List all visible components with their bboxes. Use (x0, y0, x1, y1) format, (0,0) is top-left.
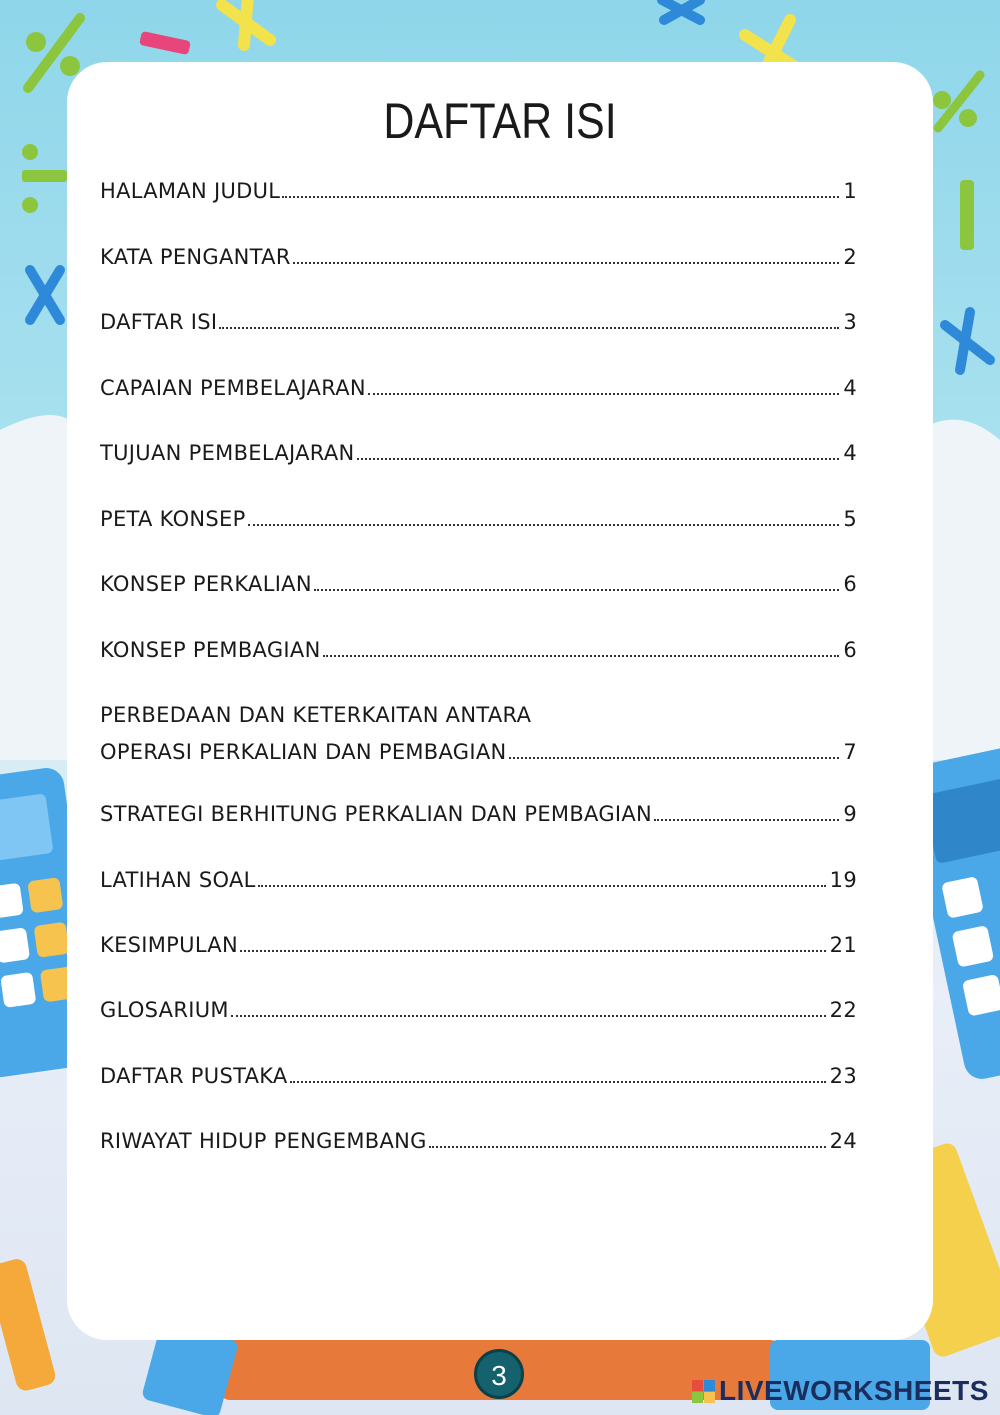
toc-entry-label: RIWAYAT HIDUP PENGEMBANG (100, 1129, 427, 1153)
dot-leader (357, 457, 840, 460)
toc-entry[interactable] (100, 638, 857, 662)
toc-entry-label-line1: PERBEDAAN DAN KETERKAITAN ANTARA (100, 703, 532, 727)
dot-leader (509, 756, 840, 759)
toc-entry[interactable] (100, 310, 857, 334)
dot-leader (368, 392, 839, 395)
toc-entry[interactable] (100, 868, 857, 892)
toc-entry-page: 19 (829, 868, 857, 892)
toc-entry-page: 1 (843, 179, 857, 203)
toc-entry[interactable] (100, 933, 857, 957)
toc-entry[interactable] (100, 998, 857, 1022)
dot-leader (654, 818, 839, 821)
dot-leader (282, 195, 839, 198)
toc-entry-label: GLOSARIUM (100, 998, 229, 1022)
toc-entry-label: OPERASI PERKALIAN DAN PEMBAGIAN (100, 740, 507, 764)
toc-entry-label: HALAMAN JUDUL (100, 179, 281, 203)
toc-entry-page: 7 (843, 740, 857, 764)
dot-leader (231, 1014, 826, 1017)
toc-entry-label: DAFTAR ISI (100, 310, 218, 334)
toc-entry-label: KATA PENGANTAR (100, 245, 291, 269)
toc-entry-label: KONSEP PEMBAGIAN (100, 638, 321, 662)
toc-entry-label: DAFTAR PUSTAKA (100, 1064, 288, 1088)
toc-entry-page: 2 (843, 245, 857, 269)
toc-entry[interactable] (100, 572, 857, 596)
dot-leader (429, 1145, 826, 1148)
toc-entry-page: 21 (829, 933, 857, 957)
page-title: DAFTAR ISI (383, 93, 617, 149)
toc-entry-label: KONSEP PERKALIAN (100, 572, 312, 596)
toc-entry-label: STRATEGI BERHITUNG PERKALIAN DAN PEMBAGIAN (100, 802, 653, 826)
toc-entry-label: PETA KONSEP (100, 507, 246, 531)
toc-entry-page: 3 (843, 310, 857, 334)
toc-entry-page: 6 (843, 572, 857, 596)
toc-entry-page: 24 (829, 1129, 857, 1153)
toc-entry-label: KESIMPULAN (100, 933, 238, 957)
toc-entry[interactable] (100, 179, 857, 203)
dot-leader (290, 1080, 826, 1083)
toc-entry[interactable] (100, 802, 857, 826)
toc-entry-page: 4 (843, 376, 857, 400)
dot-leader (293, 261, 840, 264)
toc-entry[interactable] (100, 245, 857, 269)
dot-leader (258, 884, 826, 887)
toc-entry-page: 6 (843, 638, 857, 662)
dot-leader (248, 523, 840, 526)
toc-entry-label: CAPAIAN PEMBELAJARAN (100, 376, 366, 400)
toc-entry[interactable] (100, 376, 857, 400)
toc-entry-page: 4 (843, 441, 857, 465)
liveworksheets-logo[interactable] (692, 1375, 989, 1407)
dot-leader (240, 949, 826, 952)
toc-entry-page: 9 (843, 802, 857, 826)
brand-name: LIVEWORKSHEETS (719, 1375, 989, 1406)
page-number-badge: 3 (474, 1349, 524, 1399)
dot-leader (323, 654, 840, 657)
toc-entry[interactable] (100, 1129, 857, 1153)
toc-entry-page: 23 (829, 1064, 857, 1088)
dot-leader (219, 326, 839, 329)
toc-entry-page: 5 (843, 507, 857, 531)
toc-entry[interactable] (100, 1064, 857, 1088)
toc-entry[interactable] (100, 740, 857, 764)
toc-entry-label: LATIHAN SOAL (100, 868, 256, 892)
toc-entry[interactable] (100, 441, 857, 465)
toc-entry[interactable] (100, 507, 857, 531)
liveworksheets-logo-icon (692, 1380, 715, 1403)
toc-entry-page: 22 (829, 998, 857, 1022)
toc-entry-label: TUJUAN PEMBELAJARAN (100, 441, 355, 465)
dot-leader (314, 588, 839, 591)
